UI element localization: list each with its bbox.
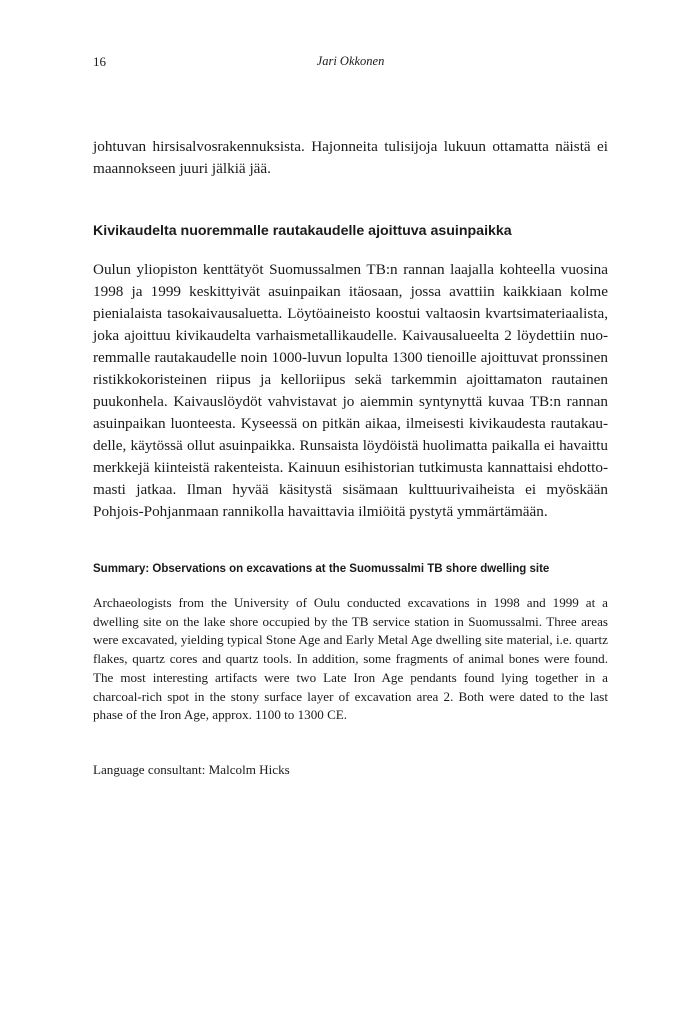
section-paragraph: Oulun yliopiston kenttätyöt Suomussalmen TB:n rannan laajalla kohteella vuosina 1998 ja 1999 keskittyivät asuinpaikan itäosaan, jossa avattiin kaikkiaan kolme pienialaista tasokaivausaluetta. Löytöaineisto koostui valtaosin kvartsimateriaalista, joka ajoittuu kivikaudelta varhaismetallikaudelle. Kaivausalueelta 2 löydettiin nuoremmalle rautakaudelle noin 1000-luvun lopulta 1300 tienoille ajoittuvat pronssinen ristikkokoristeinen riipus ja kelloriipus sekä tarkemmin ajoittamaton rautainen puukonhela. Kaivauslöydöt vahvistavat jo aiemmin syntynyttä kuvaa TB:n rannan asuinpaikan luonteesta. Kyseessä on pitkän aikaa, ilmeisesti kivikaudesta rautakaudelle, käytössä ollut asuinpaikka. Runsaista löydöistä huolimatta paikalla ei havaittu merkkejä kiinteistä rakenteista. Kainuun esihistorian tutkimusta kannattaisi ehdottomasti jatkaa. Ilman hyvää käsitystä sisämaan kulttuurivaiheista ei myöskään Pohjois-Pohjanmaan rannikolla havaittavia ilmiöitä pystytä ymmärtämään. xyxy=(93,261,608,520)
summary-heading: Summary: Observations on excavations at the Suomussalmi TB shore dwelling site xyxy=(93,563,550,575)
intro-paragraph: johtuvan hirsisalvosrakennuksista. Hajonneita tulisijoja lukuun ottamatta näistä ei maannokseen juuri jälkiä jää. xyxy=(93,138,608,177)
language-consultant-note: Language consultant: Malcolm Hicks xyxy=(93,761,290,777)
section-heading: Kivikaudelta nuoremmalle rautakaudelle ajoittuva asuinpaikka xyxy=(93,223,512,239)
page-number: 16 xyxy=(93,54,106,69)
summary-paragraph: Archaeologists from the University of Oulu conducted excavations in 1998 and 1999 at a dwelling site on the lake shore occupied by the TB service station in Suomussalmi. Three areas were excavated, yielding typical Stone Age and Early Metal Age dwelling site material, i.e. quartz flakes, quartz cores and quartz tools. In addition, some fragments of animal bones were found. The most interesting artifacts were two Late Iron Age pendants found lying together in a charcoal-rich spot in the stony surface layer of excavation area 2. Both were dated to the last phase of the Iron Age, approx. 1100 to 1300 CE. xyxy=(93,595,608,723)
page-body xyxy=(93,136,608,780)
running-head-author: Jari Okkonen xyxy=(316,54,385,68)
running-header xyxy=(93,54,608,74)
